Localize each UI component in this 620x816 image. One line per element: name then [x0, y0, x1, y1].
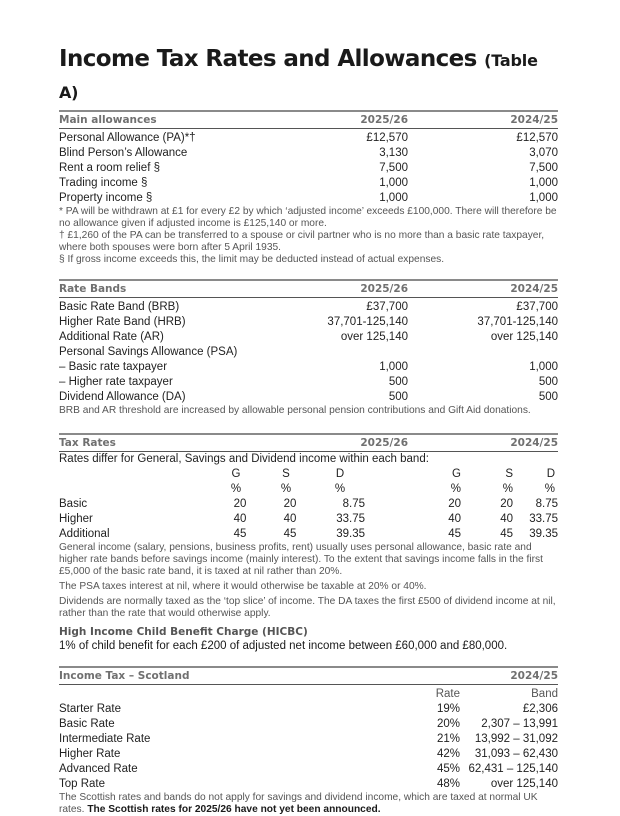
table-row	[59, 360, 558, 375]
value-2024	[408, 345, 558, 360]
unit-percent: %	[450, 483, 461, 495]
value-2025: 1,000	[379, 192, 408, 204]
hicbc-title: High Income Child Benefit Charge (HICBC)	[59, 626, 308, 638]
col-savings-2024: S	[505, 468, 513, 480]
rate-value: 20	[233, 498, 247, 510]
column-header-rate: Rate	[435, 688, 460, 700]
unit-percent: %	[502, 483, 513, 495]
rate-value: 45	[283, 528, 297, 540]
row-label: Additional Rate (AR)	[59, 331, 164, 343]
row-label: Higher Rate Band (HRB)	[59, 316, 186, 328]
table-row	[59, 527, 558, 542]
band-value: 31,093 – 62,430	[474, 748, 558, 760]
band-value: £2,306	[522, 703, 558, 715]
table-row	[59, 702, 558, 717]
rate-value: 45	[448, 528, 461, 540]
scotland-note-emphasis: The Scottish rates for 2025/26 have not yet been announced.	[87, 804, 381, 815]
row-label: Higher	[59, 513, 93, 525]
value-2024: 500	[538, 376, 558, 388]
column-units-row	[59, 482, 558, 497]
rate-value: 20%	[436, 718, 460, 730]
rate-value: 48%	[436, 778, 460, 790]
section-title: Income Tax – Scotland	[59, 670, 190, 682]
column-header-2025: 2025/26	[360, 114, 408, 126]
row-label: Basic	[59, 498, 88, 510]
table-row	[59, 131, 558, 146]
psa-note: The PSA taxes interest at nil, where it would otherwise be taxable at 20% or 40%.	[59, 581, 427, 592]
column-header-2024: 2024/25	[510, 437, 558, 449]
rate-value: 40	[233, 513, 247, 525]
band-value: 2,307 – 13,991	[481, 718, 558, 730]
value-2024: £37,700	[516, 301, 558, 313]
band-value: over 125,140	[490, 778, 558, 790]
rate-value: 19%	[436, 703, 460, 715]
table-row	[59, 497, 558, 512]
table-row	[59, 330, 558, 345]
row-label: Personal Savings Allowance (PSA)	[59, 346, 238, 358]
rate-bands-header	[59, 279, 558, 298]
table-row	[59, 300, 558, 315]
value-2025: 500	[388, 391, 408, 403]
rate-value: 39.35	[529, 528, 558, 540]
main-allowances-header	[59, 110, 558, 129]
rate-value: 8.75	[535, 498, 558, 510]
column-header-2024: 2024/25	[510, 670, 558, 682]
value-2024: 1,000	[529, 192, 558, 204]
table-row	[59, 176, 558, 191]
column-header-2024: 2024/25	[510, 283, 558, 295]
row-label: Intermediate Rate	[59, 733, 151, 745]
tax-table-page	[59, 44, 558, 816]
section-title: Tax Rates	[59, 437, 116, 449]
col-general-2025: G	[231, 468, 241, 480]
col-dividend-2025: D	[335, 468, 345, 480]
rate-value: 45	[500, 528, 513, 540]
value-2024: 37,701-125,140	[477, 316, 558, 328]
row-label: Additional	[59, 528, 110, 540]
value-2024: over 125,140	[490, 331, 558, 343]
value-2024: 1,000	[529, 361, 558, 373]
column-header-2024: 2024/25	[510, 114, 558, 126]
row-label: Property income §	[59, 192, 153, 204]
section-title: Main allowances	[59, 114, 157, 126]
row-label: Starter Rate	[59, 703, 121, 715]
value-2025: 7,500	[379, 162, 408, 174]
value-2025: 37,701-125,140	[327, 316, 408, 328]
unit-percent: %	[230, 483, 242, 495]
row-label: Basic Rate	[59, 718, 115, 730]
row-label: – Basic rate taxpayer	[59, 361, 168, 373]
column-letters-row	[59, 467, 558, 482]
table-row	[59, 732, 558, 747]
rate-value: 39.35	[336, 528, 365, 540]
band-value: 62,431 – 125,140	[468, 763, 558, 775]
rate-bands-note: BRB and AR threshold are increased by allowable personal pension contributions and Gift Aid donations.	[59, 405, 531, 416]
row-label: Advanced Rate	[59, 763, 138, 775]
value-2025: £37,700	[366, 301, 408, 313]
table-row	[59, 390, 558, 405]
value-2024: 7,500	[529, 162, 558, 174]
page-title-main: Income Tax Rates and Allowances	[59, 46, 477, 72]
row-label: Dividend Allowance (DA)	[59, 391, 186, 403]
general-income-note: General income (salary, pensions, business profits, rent) usually uses personal allowance, basic rate and higher rate bands before savings income (mainly interest). To the extent that savings income falls in the first £5,000 of the basic rate band, it is taxed at nil rather than 20%.	[59, 542, 543, 577]
rate-bands-section	[59, 279, 558, 417]
band-value: 13,992 – 31,092	[474, 733, 558, 745]
table-row	[59, 375, 558, 390]
value-2024: 3,070	[529, 147, 558, 159]
column-header-2025: 2025/26	[360, 437, 408, 449]
value-2025: 3,130	[379, 147, 408, 159]
main-allowances-section	[59, 110, 558, 266]
rate-value: 33.75	[336, 513, 365, 525]
value-2024: £12,570	[516, 132, 558, 144]
value-2024: 1,000	[529, 177, 558, 189]
rate-value: 8.75	[342, 498, 365, 510]
table-row	[59, 747, 558, 762]
col-dividend-2024: D	[546, 468, 555, 480]
value-2025: 1,000	[379, 361, 408, 373]
rate-value: 40	[448, 513, 461, 525]
section-title: Rate Bands	[59, 283, 127, 295]
table-row	[59, 345, 558, 360]
col-general-2024: G	[452, 468, 461, 480]
table-row	[59, 717, 558, 732]
page-title-sub: (Table A)	[59, 51, 538, 102]
row-label: Basic Rate Band (BRB)	[59, 301, 180, 313]
tax-rates-section	[59, 433, 558, 654]
row-label: – Higher rate taxpayer	[59, 376, 173, 388]
row-label: Higher Rate	[59, 748, 121, 760]
tax-rates-header	[59, 433, 558, 452]
rate-value: 42%	[436, 748, 460, 760]
table-row	[59, 161, 558, 176]
rate-value: 20	[500, 498, 513, 510]
rate-value: 40	[500, 513, 513, 525]
column-header-band: Band	[531, 688, 558, 700]
value-2025: £12,570	[366, 132, 408, 144]
table-row	[59, 191, 558, 206]
rate-value: 45	[233, 528, 247, 540]
scotland-note	[59, 792, 558, 816]
rate-value: 20	[283, 498, 297, 510]
rate-value: 40	[283, 513, 297, 525]
tax-rates-intro: Rates differ for General, Savings and Dividend income within each band:	[59, 453, 429, 465]
hicbc-text: 1% of child benefit for each £200 of adjusted net income between £60,000 and £80,000.	[59, 640, 508, 652]
value-2025	[258, 345, 408, 360]
table-row	[59, 315, 558, 330]
table-row	[59, 146, 558, 161]
column-header-2025: 2025/26	[360, 283, 408, 295]
scotland-note-text: The Scottish rates and bands do not apply for savings and dividend income, which are taxed at normal UK rates.	[59, 792, 538, 815]
value-2025: 1,000	[379, 177, 408, 189]
row-label: Top Rate	[59, 778, 106, 790]
table-row	[59, 512, 558, 527]
scotland-section	[59, 666, 558, 816]
row-label: Blind Person’s Allowance	[59, 147, 188, 159]
scotland-column-headers	[59, 687, 558, 702]
row-label: Personal Allowance (PA)*†	[59, 132, 196, 144]
unit-percent: %	[334, 483, 346, 495]
unit-percent: %	[280, 483, 292, 495]
value-2025: over 125,140	[340, 331, 408, 343]
page-title	[59, 44, 558, 108]
dividends-note: Dividends are normally taxed as the ‘top slice’ of income. The DA taxes the first £500 of dividend income at nil, rather than the rate that would otherwise apply.	[59, 596, 556, 619]
rate-value: 33.75	[529, 513, 558, 525]
table-row	[59, 777, 558, 792]
footnote-pa-withdrawal: * PA will be withdrawn at £1 for every £2 by which ‘adjusted income’ exceeds £100,000. There will therefore be no allowance given if adjusted income is £125,140 or more.	[59, 206, 557, 229]
rate-value: 21%	[436, 733, 460, 745]
scotland-header	[59, 666, 558, 685]
rate-value: 45%	[436, 763, 460, 775]
footnote-gross-income: § If gross income exceeds this, the limit may be deducted instead of actual expenses.	[59, 254, 445, 265]
row-label: Rent a room relief §	[59, 162, 160, 174]
rate-value: 20	[448, 498, 461, 510]
value-2025: 500	[388, 376, 408, 388]
table-row	[59, 762, 558, 777]
row-label: Trading income §	[59, 177, 148, 189]
value-2024: 500	[538, 391, 558, 403]
unit-percent: %	[544, 483, 555, 495]
footnote-pa-transfer: † £1,260 of the PA can be transferred to a spouse or civil partner who is no more than a basic rate taxpayer, where both spouses were born after 5 April 1935.	[59, 230, 545, 253]
col-savings-2025: S	[282, 468, 290, 480]
